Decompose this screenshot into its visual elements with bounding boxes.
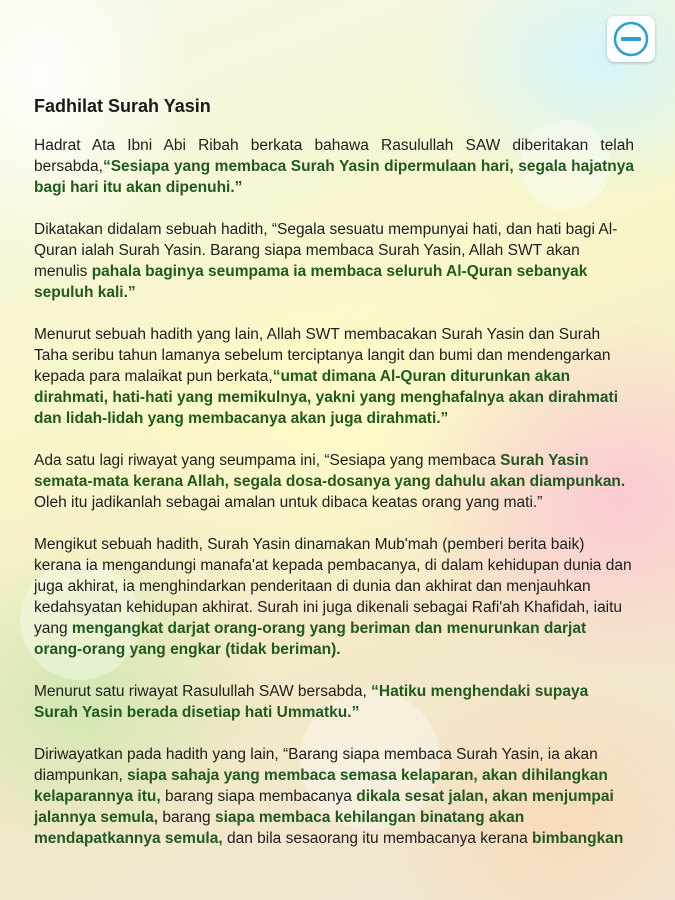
paragraph-text: Oleh itu jadikanlah sebagai amalan untuk dibaca keatas orang yang mati.” <box>34 494 543 511</box>
paragraph-text: Ada satu lagi riwayat yang seumpama ini, “Sesiapa yang membaca <box>34 452 501 469</box>
highlighted-text: dikala sesat jalan, akan menjumpai jalannya semula, <box>34 788 614 826</box>
highlighted-text: pahala baginya seumpama ia membaca seluruh Al-Quran sebanyak sepuluh kali.” <box>34 263 588 301</box>
minimize-button[interactable] <box>607 16 655 62</box>
article-paragraph <box>34 450 634 513</box>
article-content <box>34 96 634 870</box>
paragraph-text: dan bila sesaorang itu membacanya kerana <box>222 830 532 847</box>
highlighted-text: siapa membaca kehilangan binatang akan mendapatkannya semula, <box>34 809 525 847</box>
minus-circle-icon <box>611 19 651 59</box>
article-paragraph <box>34 534 634 660</box>
article-body <box>34 135 634 849</box>
article-paragraph <box>34 219 634 303</box>
highlighted-text: siapa sahaja yang membaca semasa kelaparan, akan dihilangkan kelaparannya itu, <box>34 767 608 805</box>
paragraph-text: Dikatakan didalam sebuah hadith, “Segala sesuatu mempunyai hati, dan hati bagi Al-Quran ialah Surah Yasin. Barang siapa membaca Surah Yasin, Allah SWT akan menulis <box>34 221 618 280</box>
paragraph-text: barang siapa membacanya <box>160 788 357 805</box>
highlighted-text: “umat dimana Al-Quran diturunkan akan dirahmati, hati-hati yang memikulnya, yakni yang menghafalnya akan dirahmati dan lidah-lidah yang membacanya akan juga dirahmati.” <box>34 368 619 427</box>
page-title: Fadhilat Surah Yasin <box>34 96 211 116</box>
paragraph-text: Mengikut sebuah hadith, Surah Yasin dinamakan Mub'mah (pemberi berita baik) kerana ia mengandungi manafa'at kepada pembacanya, di dalam kehidupan dunia dan juga akhirat, ia menghindarkan penderitaan di dunia dan akhirat dan menjauhkan kedahsyatan kehidupan akhirat. Surah ini juga dikenali sebagai Rafi'ah Khafidah, iaitu yang <box>34 536 632 637</box>
highlighted-text: bimbangkan <box>532 830 624 847</box>
highlighted-text: “Hatiku menghendaki supaya Surah Yasin berada disetiap hati Ummatku.” <box>34 683 589 721</box>
article-paragraph <box>34 324 634 429</box>
highlighted-text: Surah Yasin semata-mata kerana Allah, segala dosa-dosanya yang dahulu akan diampunkan. <box>34 452 626 490</box>
paragraph-text: barang <box>158 809 215 826</box>
paragraph-text: Menurut sebuah hadith yang lain, Allah SWT membacakan Surah Yasin dan Surah Taha seribu tahun lamanya sebelum terciptanya langit dan bumi dan mendengarkan kepada para malaikat pun berkata, <box>34 326 611 385</box>
article-paragraph <box>34 744 634 849</box>
paragraph-text: Diriwayatkan pada hadith yang lain, “Barang siapa membaca Surah Yasin, ia akan diampunkan, <box>34 746 598 784</box>
paragraph-text: Hadrat Ata Ibni Abi Ribah berkata bahawa Rasulullah SAW diberitakan telah bersabda, <box>34 137 634 175</box>
highlighted-text: “Sesiapa yang membaca Surah Yasin dipermulaan hari, segala hajatnya bagi hari itu akan dipenuhi.” <box>34 158 634 196</box>
article-paragraph <box>34 681 634 723</box>
article-paragraph <box>34 135 634 198</box>
paragraph-text: Menurut satu riwayat Rasulullah SAW bersabda, <box>34 683 372 700</box>
highlighted-text: mengangkat darjat orang-orang yang beriman dan menurunkan darjat orang-orang yang engkar (tidak beriman). <box>34 620 587 658</box>
